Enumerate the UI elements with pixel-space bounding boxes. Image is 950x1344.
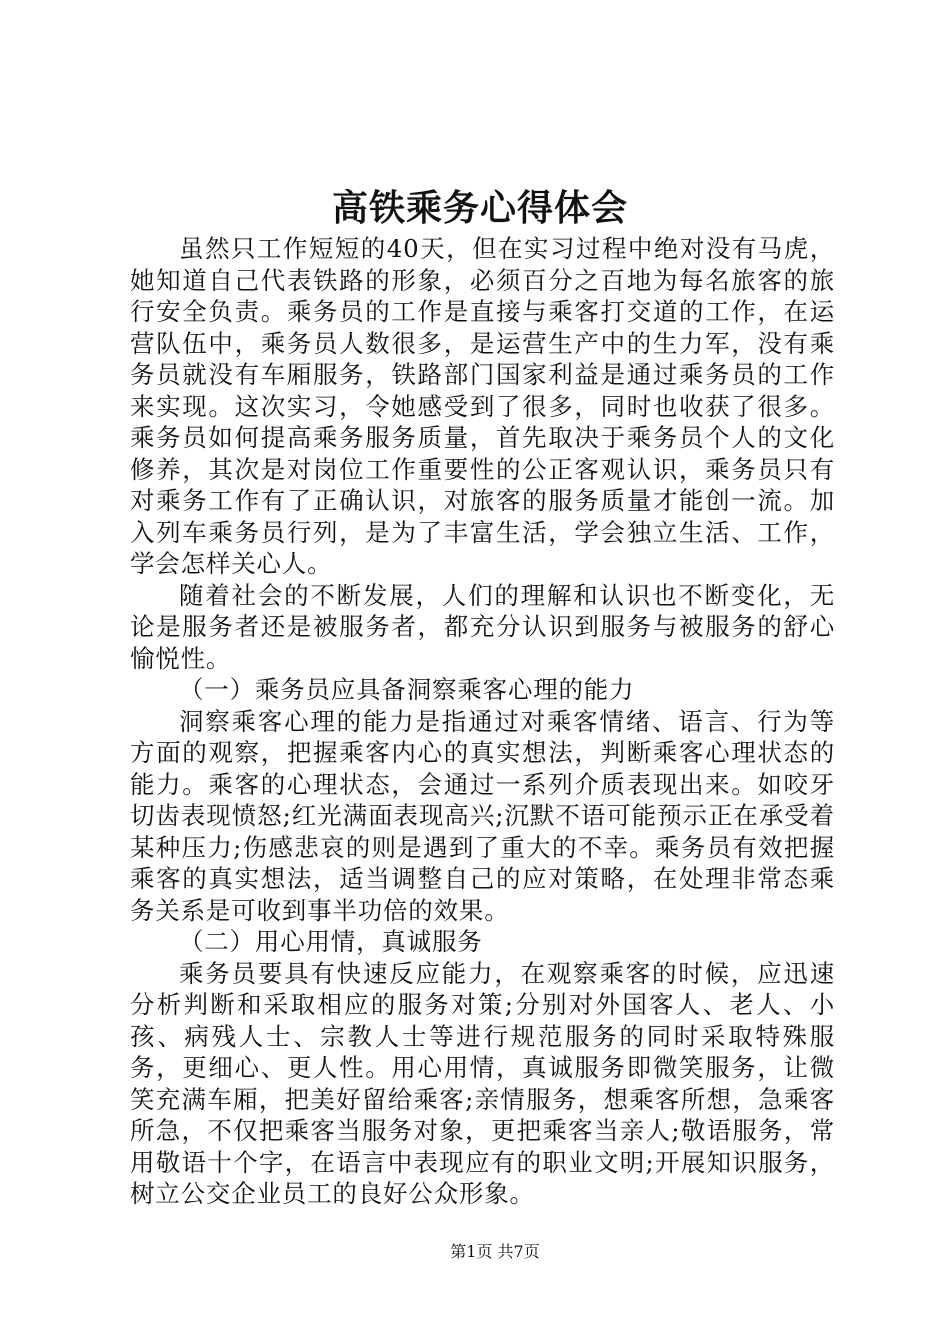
section-heading-2: （二）用心用情，真诚服务 xyxy=(179,927,483,956)
section-heading-1: （一）乘务员应具备洞察乘客心理的能力 xyxy=(179,675,635,704)
paragraph-insight: 洞察乘客心理的能力是指通过对乘客情绪、语言、行为等方面的观察，把握乘客内心的真实想法，判断乘客心理状态的能力。乘客的心理状态，会通过一系列介质表现出来。如咬牙切齿表现愤怒;红光满面表现高兴;沉默不语可能预示正在承受着某种压力;伤感悲哀的则是遇到了重大的不幸。乘务员有效把握乘客的真实想法，适当调整自己的应对策略，在处理非常态乘务关系是可收到事半功倍的效果。 xyxy=(130,706,835,925)
document-body xyxy=(130,233,835,1210)
document-title: 高铁乘务心得体会 xyxy=(331,187,628,229)
paragraph-intro: 虽然只工作短短的40天，但在实习过程中绝对没有马虎，她知道自己代表铁路的形象，必须百分之百地为每名旅客的旅行安全负责。乘务员的工作是直接与乘客打交道的工作，在运营队伍中，乘务员人数很多，是运营生产中的生力军，没有乘务员就没有车厢服务，铁路部门国家利益是通过乘务员的工作来实现。这次实习，令她感受到了很多，同时也收获了很多。乘务员如何提高乘务服务质量，首先取决于乘务员个人的文化修养，其次是对岗位工作重要性的公正客观认识，乘务员只有对乘务工作有了正确认识，对旅客的服务质量才能创一流。加入列车乘务员行列，是为了丰富生活，学会独立生活、工作，学会怎样关心人。 xyxy=(130,234,835,578)
paragraph-development: 随着社会的不断发展，人们的理解和认识也不断变化，无论是服务者还是被服务者，都充分认识到服务与被服务的舒心愉悦性。 xyxy=(130,580,835,673)
page-footer: 第1页 共7页 xyxy=(450,1242,540,1261)
paragraph-service: 乘务员要具有快速反应能力，在观察乘客的时候，应迅速分析判断和采取相应的服务对策;分别对外国客人、老人、小孩、病残人士、宗教人士等进行规范服务的同时采取特殊服务，更细心、更人性。用心用情，真诚服务即微笑服务，让微笑充满车厢，把美好留给乘客;亲情服务，想乘客所想，急乘客所急，不仅把乘客当服务对象，更把乘客当亲人;敬语服务，常用敬语十个字，在语言中表现应有的职业文明;开展知识服务，树立公交企业员工的良好公众形象。 xyxy=(130,958,835,1208)
